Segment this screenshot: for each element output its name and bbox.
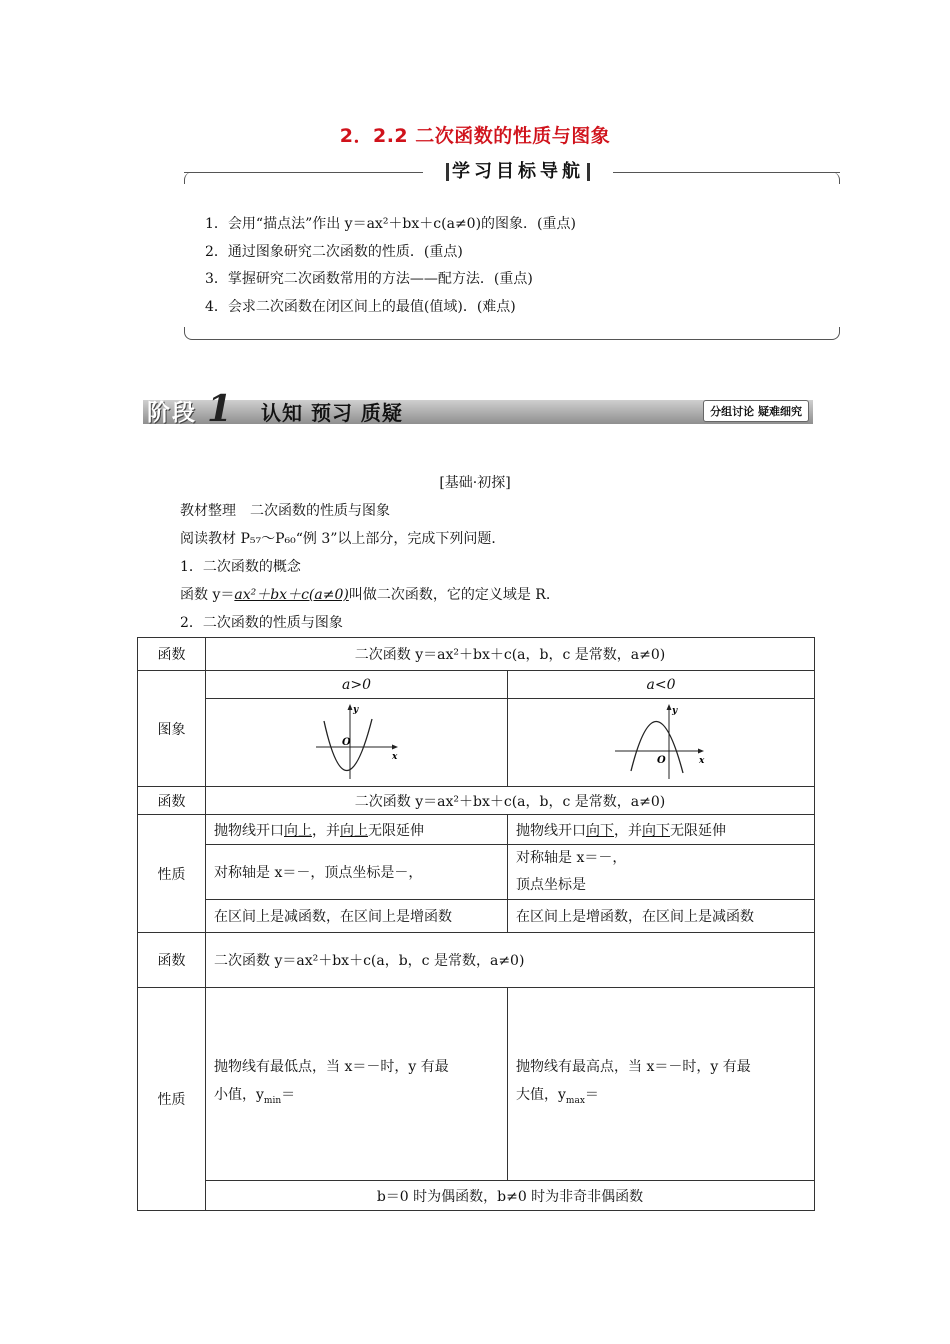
table-header-cell: 图象: [138, 671, 206, 787]
section-label: [基础·初探]: [439, 475, 511, 491]
stage-tag: 分组讨论 疑难细究: [703, 400, 809, 422]
objectives-heading-text: 学习目标导航: [452, 161, 584, 182]
objective-item: 2．通过图象研究二次函数的性质．(重点): [205, 243, 463, 260]
origin-label: O: [341, 736, 351, 748]
graph-cell-upward: [206, 699, 508, 787]
stage-text: 认知 预习 质疑: [261, 401, 403, 425]
table-row: [138, 988, 815, 1181]
text-run: 抛物线开口: [214, 822, 284, 839]
table-row: [138, 815, 815, 845]
objective-item: 3．掌握研究二次函数常用的方法——配方法．(重点): [205, 271, 533, 287]
text-run: 无限延伸: [670, 822, 726, 839]
objective-item: 1．会用“描点法”作出 y＝ax²＋bx＋c(a≠0)的图象．(重点): [205, 216, 576, 232]
text-line: 抛物线有最高点，当 x＝－时，y 有最: [516, 1059, 751, 1076]
answer-blank: 向上: [284, 822, 312, 839]
text-run: 小值，y: [214, 1087, 264, 1104]
upward-parabola-graph: [312, 701, 402, 781]
table-header-cell: 性质: [138, 988, 206, 1211]
paragraph: [180, 584, 550, 604]
answer-blank: 向下: [642, 822, 670, 839]
table-cell: b＝0 时为偶函数，b≠0 时为非奇非偶函数: [206, 1181, 815, 1211]
objectives-list: [205, 211, 576, 321]
downward-parabola-graph: [611, 701, 711, 781]
table-header-cell: 性质: [138, 815, 206, 933]
table-cell: 在区间上是减函数，在区间上是增函数: [206, 900, 508, 933]
table-header-cell: 函数: [138, 787, 206, 815]
y-axis-label: y: [672, 705, 678, 716]
stage-label: 阶段: [147, 400, 197, 426]
text-run: ，并: [614, 822, 642, 839]
answer-blank: 向下: [586, 822, 614, 839]
table-cell: [508, 988, 815, 1181]
text-run: ＝: [584, 1087, 599, 1104]
table-cell: a>0: [206, 671, 508, 699]
text-run: 函数 y＝: [180, 587, 235, 603]
paragraph: 1．二次函数的概念: [180, 559, 301, 575]
table-cell: 对称轴是 x＝－，顶点坐标是－，: [206, 845, 508, 900]
table-row: [138, 933, 815, 988]
stage-banner: [143, 388, 813, 430]
answer-blank: ax²＋bx＋c(a≠0): [234, 587, 349, 603]
table-header-cell: 函数: [138, 638, 206, 671]
graph-cell-downward: [508, 699, 815, 787]
table-row: [138, 787, 815, 815]
table-row: [138, 638, 815, 671]
properties-table: [137, 637, 815, 1211]
text-run: 叫做二次函数，它的定义域是 R.: [348, 587, 551, 603]
table-cell: 在区间上是增函数，在区间上是减函数: [508, 900, 815, 933]
stage-number: 1: [207, 388, 233, 430]
table-cell: [206, 988, 508, 1181]
table-cell: 二次函数 y＝ax²＋bx＋c(a，b，c 是常数，a≠0): [206, 638, 815, 671]
paragraph: 教材整理 二次函数的性质与图象: [180, 503, 390, 519]
table-cell: [508, 815, 815, 845]
x-axis-label: x: [391, 751, 397, 762]
text-line: 抛物线有最低点，当 x＝－时，y 有最: [214, 1059, 449, 1076]
answer-blank: 向上: [340, 822, 368, 839]
table-row: [138, 699, 815, 787]
text-run: 大值，y: [516, 1087, 566, 1104]
page-title: 2．2.2 二次函数的性质与图象: [339, 125, 611, 147]
table-header-cell: 函数: [138, 933, 206, 988]
objectives-heading: [423, 158, 613, 186]
text-line: [516, 1081, 806, 1115]
text-run: 抛物线开口: [516, 822, 586, 839]
text-line: 对称轴是 x＝－，: [516, 850, 627, 866]
text-line: 顶点坐标是: [516, 877, 586, 893]
x-axis-label: x: [699, 755, 705, 766]
text-run: ＝: [281, 1087, 296, 1104]
table-row: [138, 671, 815, 699]
origin-label: O: [657, 754, 666, 766]
text-run: ，并: [312, 822, 340, 839]
objective-item: 4．会求二次函数在闭区间上的最值(值域)．(难点): [205, 298, 516, 315]
table-cell: [508, 845, 815, 900]
table-cell: 二次函数 y＝ax²＋bx＋c(a，b，c 是常数，a≠0): [206, 787, 815, 815]
subscript: max: [565, 1095, 585, 1106]
paragraph: 2．二次函数的性质与图象: [180, 615, 343, 631]
y-axis-label: y: [352, 704, 358, 715]
table-cell: 二次函数 y＝ax²＋bx＋c(a，b，c 是常数，a≠0): [206, 933, 815, 988]
text-run: 无限延伸: [368, 822, 424, 839]
table-row: [138, 1181, 815, 1211]
table-row: [138, 845, 815, 900]
subscript: min: [263, 1095, 282, 1106]
table-cell: a<0: [508, 671, 815, 699]
paragraph: 阅读教材 P₅₇～P₆₀“例 3”以上部分，完成下列问题．: [180, 531, 506, 547]
table-row: [138, 900, 815, 933]
table-cell: [206, 815, 508, 845]
text-line: [214, 1081, 499, 1115]
